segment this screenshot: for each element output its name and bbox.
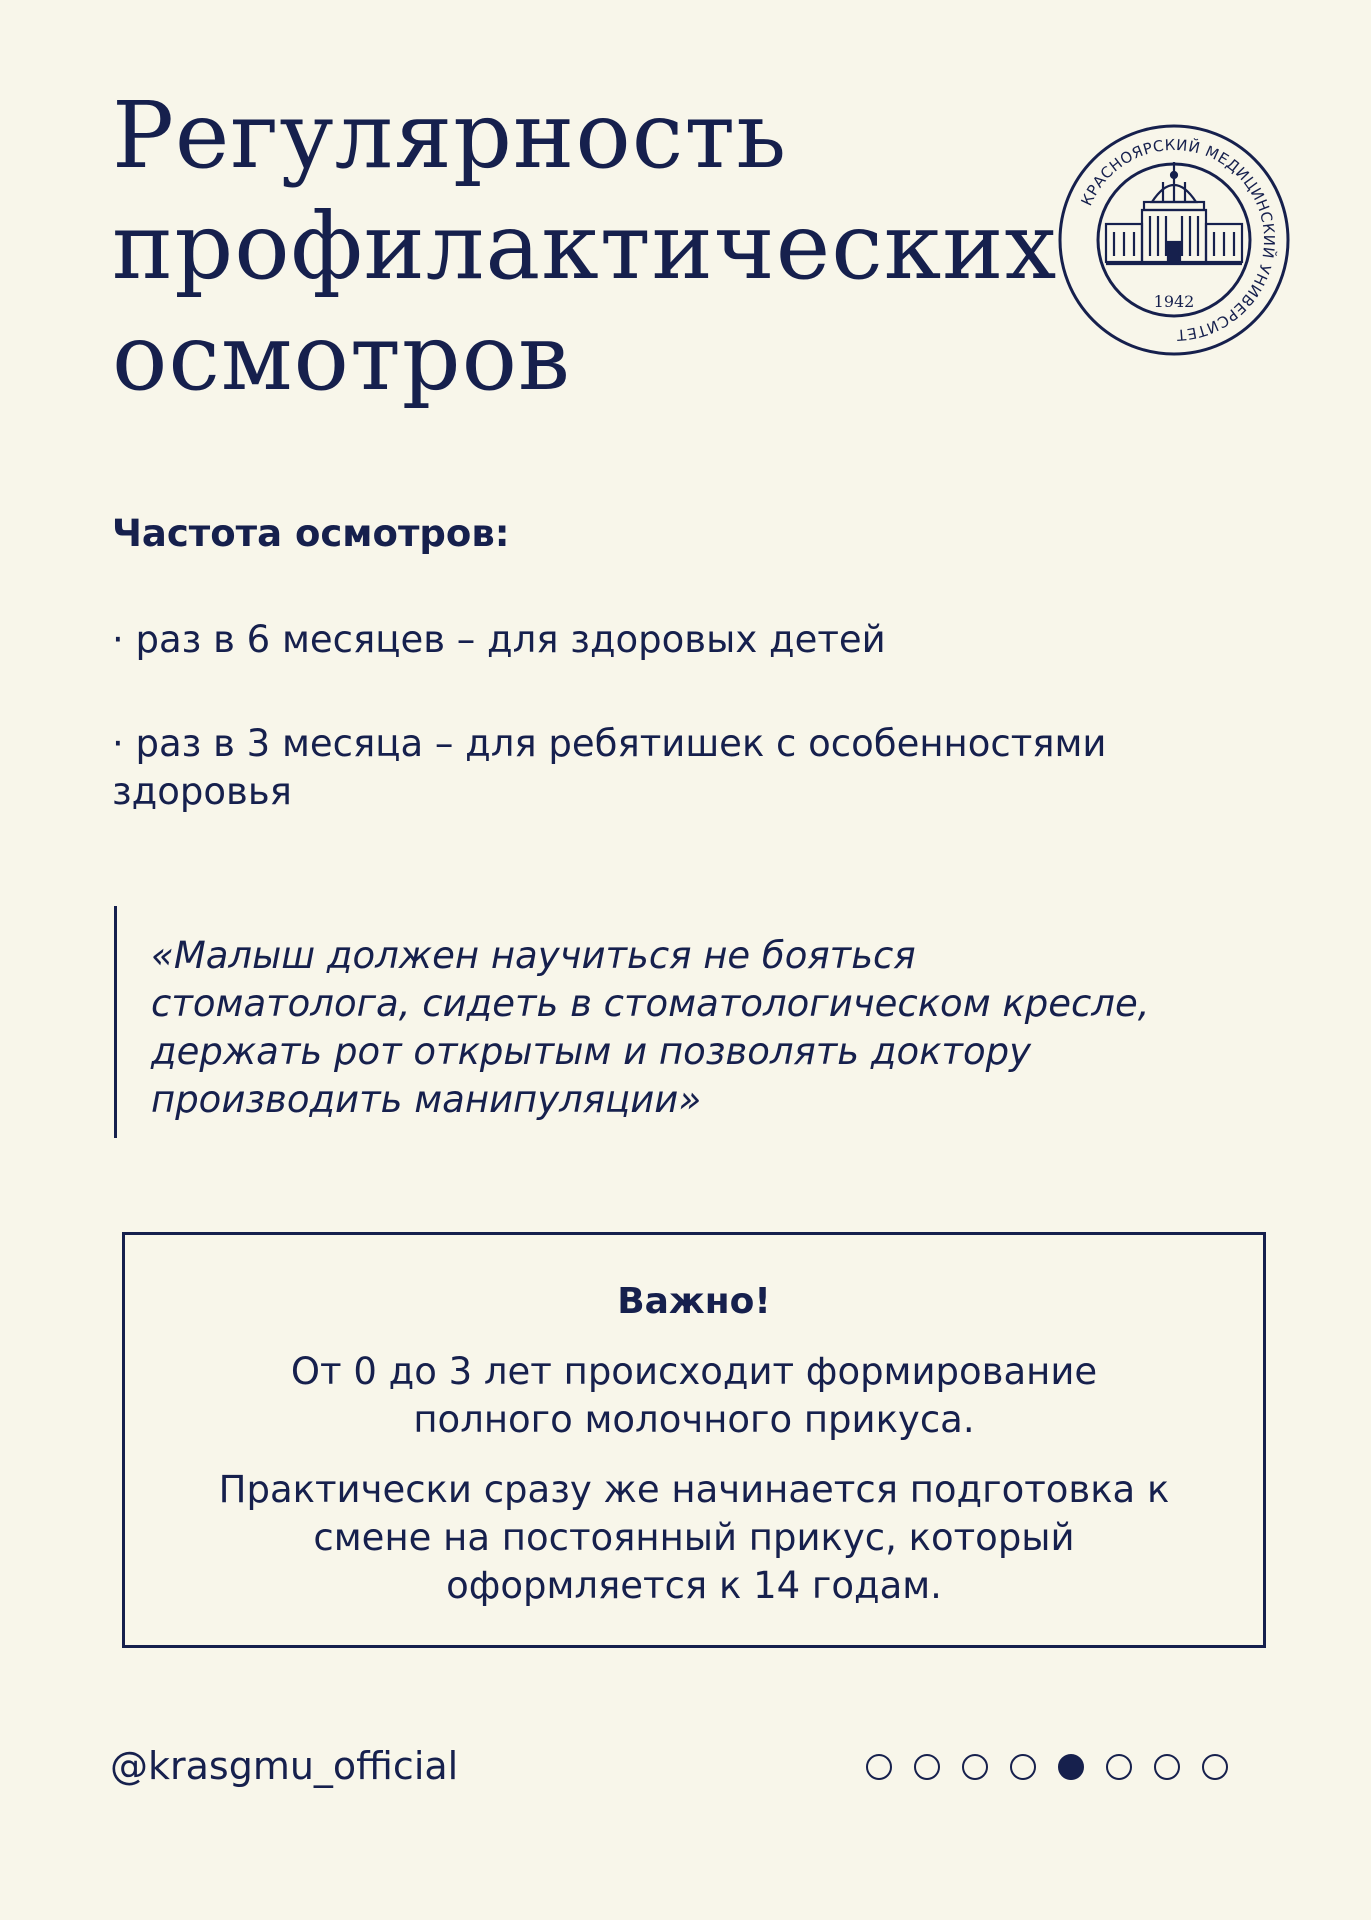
important-box xyxy=(122,1232,1266,1648)
pagination-dot xyxy=(1010,1754,1036,1780)
pagination-dot xyxy=(866,1754,892,1780)
quote-text: «Малыш должен научиться не бояться стоматолога, сидеть в стоматологическом кресле, держать рот открытым и позволять доктору производить манипуляции» xyxy=(151,934,1150,1121)
title-line-2: профилактических xyxy=(112,193,1058,300)
pagination-dot xyxy=(1202,1754,1228,1780)
important-paragraph-2: Практически сразу же начинается подготовка к смене на постоянный прикус, который оформляется к 14 годам. xyxy=(218,1468,1170,1607)
frequency-item-special-needs: · раз в 3 месяца – для ребятишек с особенностями здоровья xyxy=(112,722,1107,813)
logo-year: 1942 xyxy=(1153,292,1195,311)
important-title: Важно! xyxy=(617,1281,771,1322)
page-title xyxy=(112,80,1058,413)
important-paragraph-1: От 0 до 3 лет происходит формирование полного молочного прикуса. xyxy=(290,1350,1098,1441)
pagination-dots xyxy=(866,1754,1228,1780)
frequency-item-healthy: · раз в 6 месяцев – для здоровых детей xyxy=(112,618,886,661)
pagination-dot xyxy=(962,1754,988,1780)
title-line-1: Регулярность xyxy=(112,82,788,189)
university-logo xyxy=(1058,124,1290,356)
pagination-dot xyxy=(914,1754,940,1780)
frequency-heading: Частота осмотров: xyxy=(112,512,510,555)
quote-block xyxy=(114,906,1197,1138)
pagination-dot xyxy=(1106,1754,1132,1780)
logo-ring-text: КРАСНОЯРСКИЙ МЕДИЦИНСКИЙ УНИВЕРСИТЕТ xyxy=(1077,135,1279,345)
pagination-dot-active xyxy=(1058,1754,1084,1780)
pagination-dot xyxy=(1154,1754,1180,1780)
social-handle: @krasgmu_official xyxy=(110,1744,459,1788)
title-line-3: осмотров xyxy=(112,304,571,411)
building-icon xyxy=(1106,162,1242,264)
